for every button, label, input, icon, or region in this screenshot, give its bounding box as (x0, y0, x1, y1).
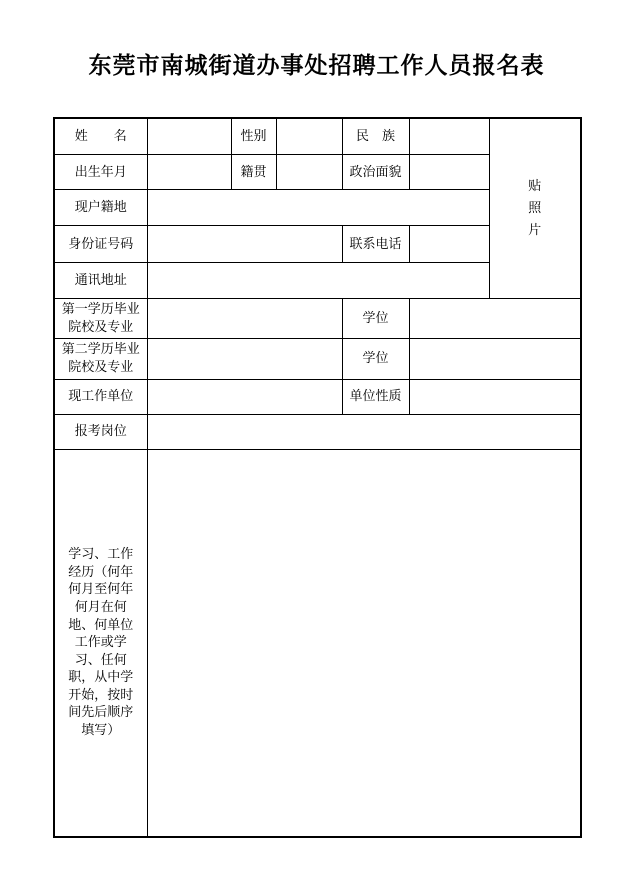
second-degree-school-value-cell[interactable] (147, 339, 342, 379)
photo-paste-area[interactable] (489, 118, 581, 299)
first-degree-level-label: 学位 (342, 299, 409, 339)
experience-label: 学习、工作经历（何年何月至何年何月在何地、何单位工作或学习、任何职，从中学开始，按时间先后顺序填写） (54, 449, 147, 837)
current-employer-value-cell[interactable] (147, 379, 342, 414)
current-employer-label: 现工作单位 (54, 379, 147, 414)
employer-type-value-cell[interactable] (409, 379, 581, 414)
employer-type-label: 单位性质 (342, 379, 409, 414)
row-first-degree (54, 299, 581, 339)
id-number-value-cell[interactable] (147, 226, 342, 263)
photo-area-label: 贴照片 (528, 178, 542, 238)
second-degree-level-value-cell[interactable] (409, 339, 581, 379)
second-degree-level-label: 学位 (342, 339, 409, 379)
first-degree-school-label: 第一学历毕业院校及专业 (54, 299, 147, 339)
applied-position-value-cell[interactable] (147, 414, 581, 449)
applied-position-label: 报考岗位 (54, 414, 147, 449)
contact-phone-value-cell[interactable] (409, 226, 489, 263)
gender-label: 性别 (231, 118, 276, 155)
contact-phone-label: 联系电话 (342, 226, 409, 263)
application-form-table (53, 117, 582, 838)
row-applied-position (54, 414, 581, 449)
row-current-employer (54, 379, 581, 414)
row-name-gender-ethnicity (54, 118, 581, 155)
mailing-address-label: 通讯地址 (54, 263, 147, 299)
id-number-label: 身份证号码 (54, 226, 147, 263)
row-second-degree (54, 339, 581, 379)
gender-value-cell[interactable] (276, 118, 342, 155)
page-title: 东莞市南城街道办事处招聘工作人员报名表 (88, 53, 545, 79)
birth-date-label: 出生年月 (54, 155, 147, 190)
ethnicity-value-cell[interactable] (409, 118, 489, 155)
political-status-label: 政治面貌 (342, 155, 409, 190)
ethnicity-label: 民 族 (342, 118, 409, 155)
experience-value-cell[interactable] (147, 449, 581, 837)
name-label: 姓 名 (54, 118, 147, 155)
name-value-cell[interactable] (147, 118, 231, 155)
household-registration-label: 现户籍地 (54, 190, 147, 226)
native-place-value-cell[interactable] (276, 155, 342, 190)
row-experience (54, 449, 581, 837)
mailing-address-value-cell[interactable] (147, 263, 489, 299)
birth-date-value-cell[interactable] (147, 155, 231, 190)
household-registration-value-cell[interactable] (147, 190, 489, 226)
first-degree-school-value-cell[interactable] (147, 299, 342, 339)
native-place-label: 籍贯 (231, 155, 276, 190)
first-degree-level-value-cell[interactable] (409, 299, 581, 339)
political-status-value-cell[interactable] (409, 155, 489, 190)
second-degree-school-label: 第二学历毕业院校及专业 (54, 339, 147, 379)
